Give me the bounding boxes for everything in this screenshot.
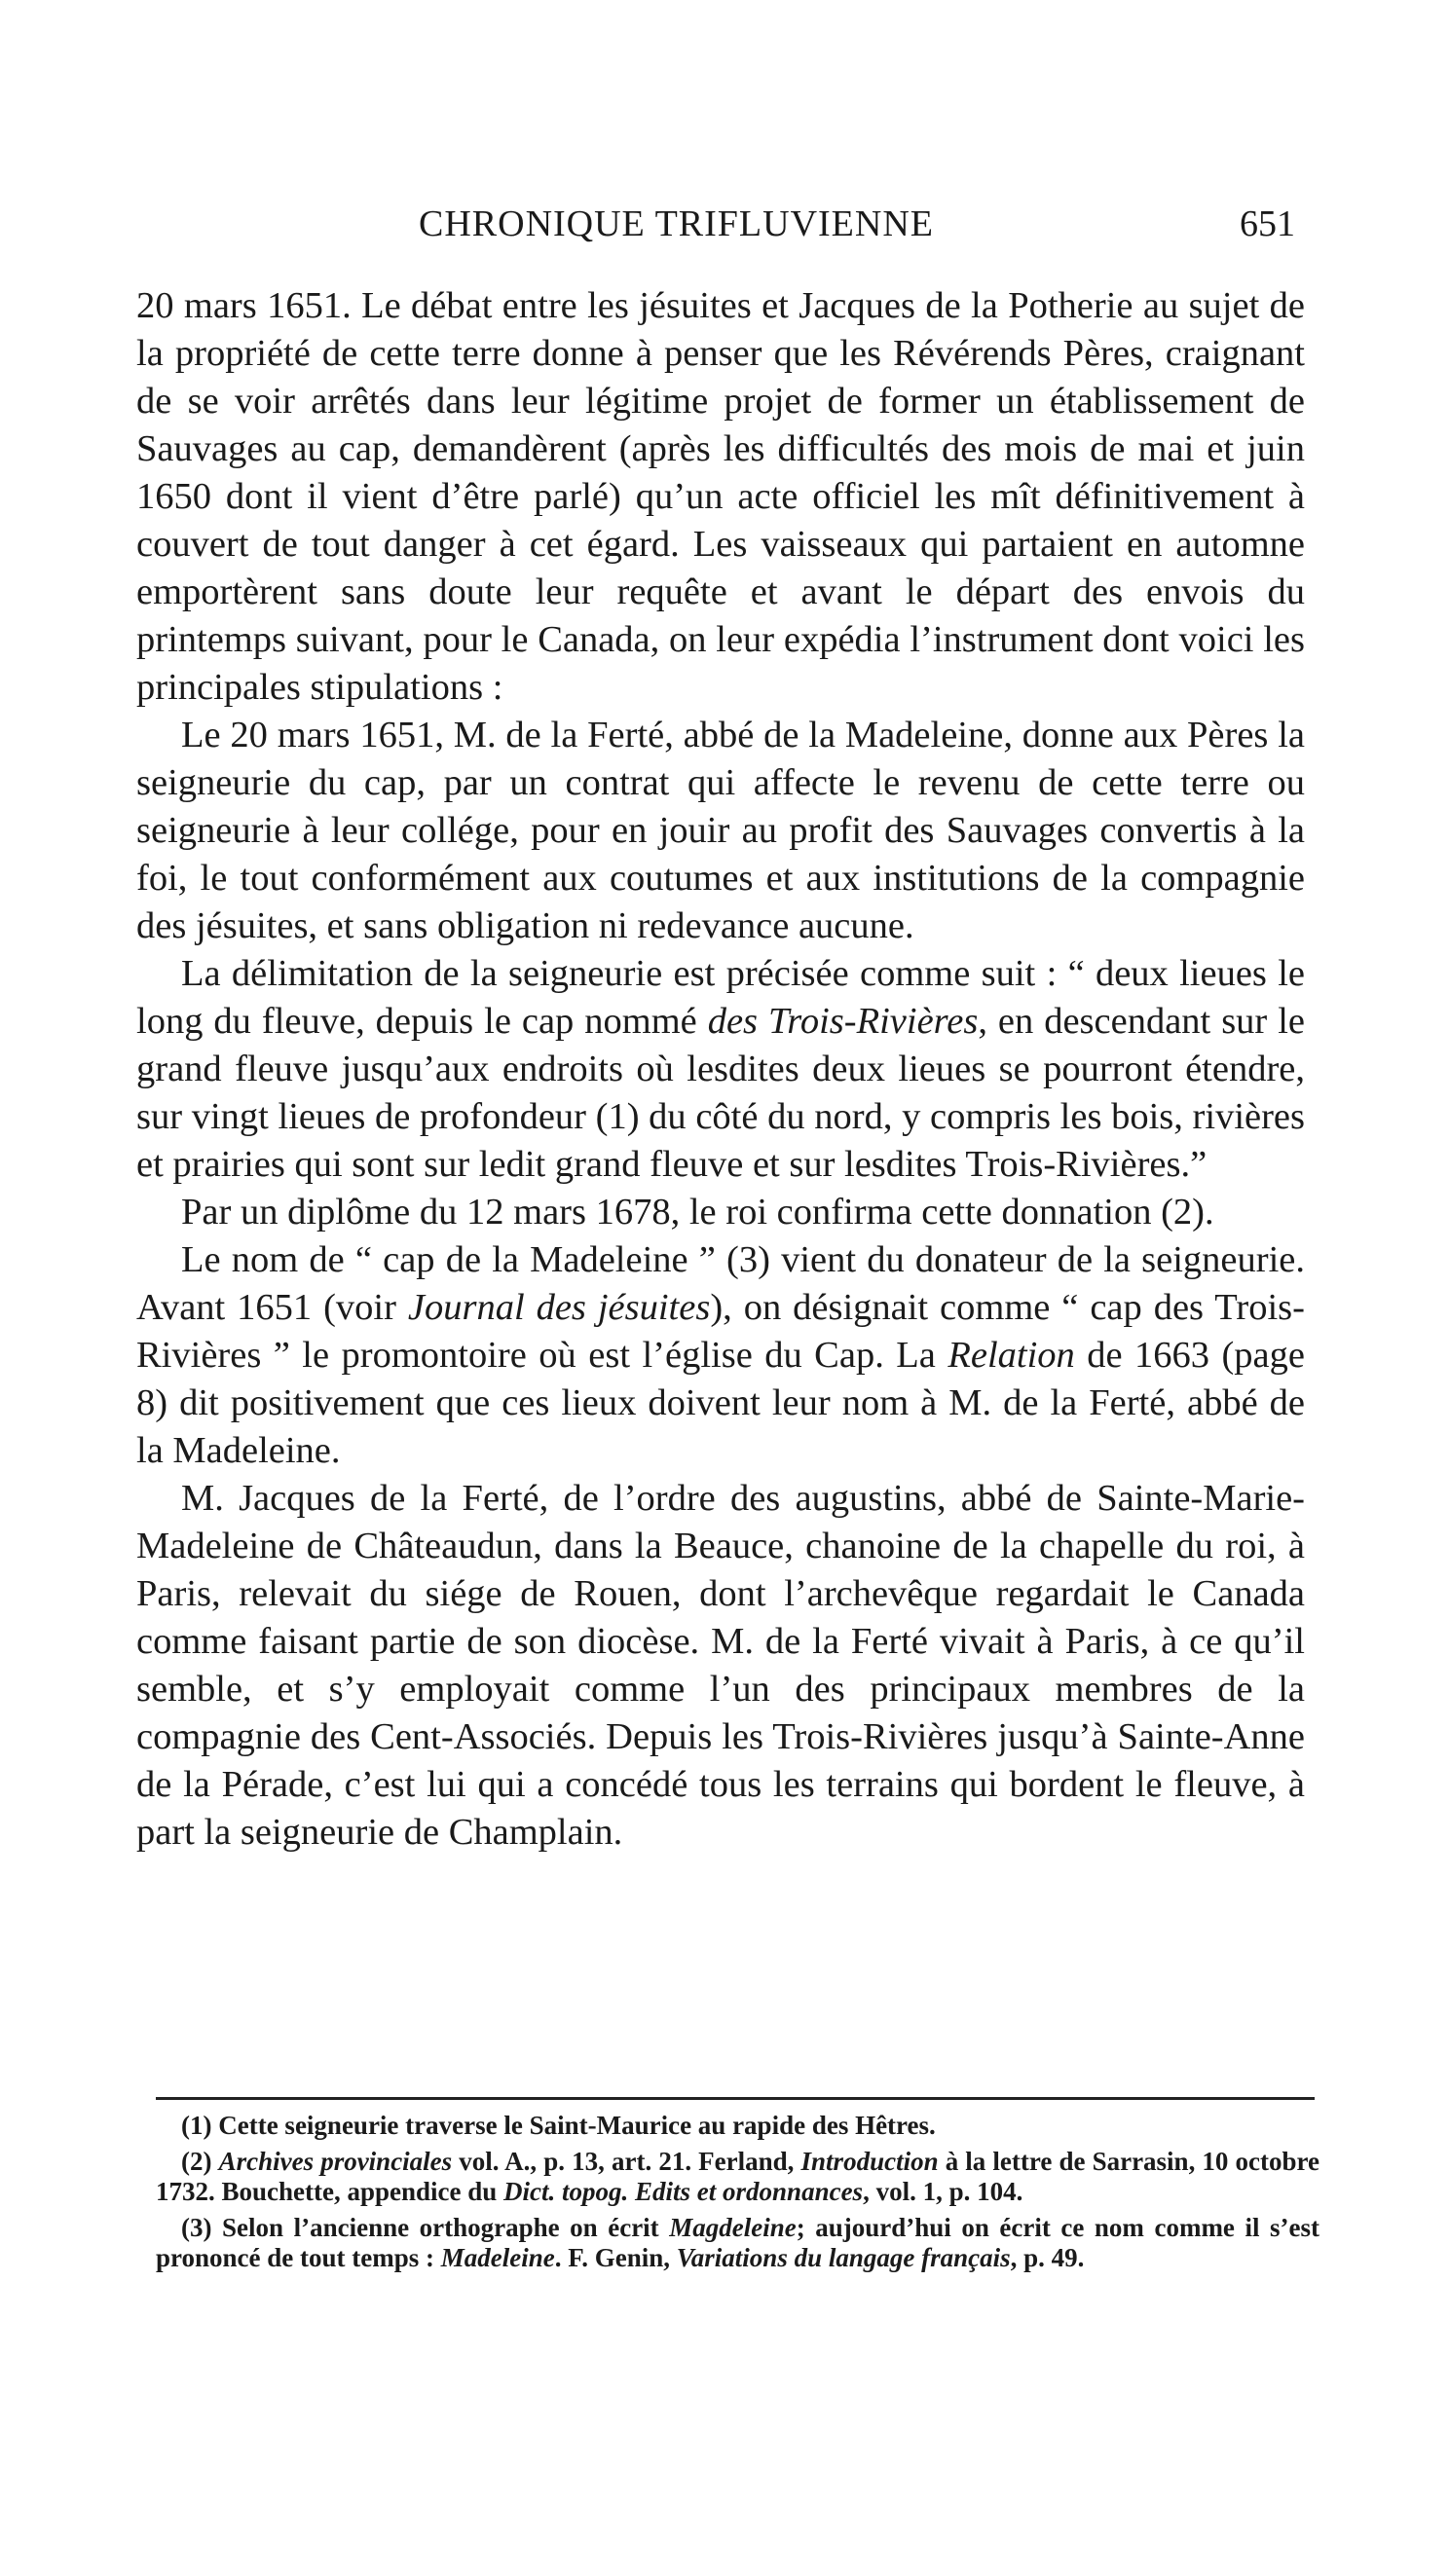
text-run: (3) Selon l’ancienne orthographe on écrit <box>181 2213 670 2242</box>
italic-text: Relation <box>947 1335 1075 1376</box>
text-run: . F. Genin, <box>554 2243 677 2272</box>
text-run: , p. 49. <box>1010 2243 1085 2272</box>
text-run: Le 20 mars 1651, M. de la Ferté, abbé de la Madeleine, donne aux Pères la seigneurie du cap, par un contrat qui affecte le revenu de cette terre ou seigneurie à leur collége, pour en jouir au profit des Sauvages convertis à la foi, le tout conformément aux coutumes et aux institutions de la compagnie des jésuites, et sans obligation ni redevance aucune. <box>136 715 1305 946</box>
italic-text: Magdeleine <box>669 2213 797 2242</box>
italic-text: des Trois-Rivières <box>707 1001 979 1042</box>
paragraph <box>136 282 1305 712</box>
paragraph <box>136 1236 1305 1475</box>
italic-text: Dict. topog. <box>503 2177 629 2206</box>
text-run: 20 mars 1651. Le débat entre les jésuites et Jacques de la Potherie au sujet de la propriété de cette terre donne à penser que les Révérends Pères, craignant de se voir arrêtés dans leur légitime projet de former un établissement de Sauvages au cap, demandèrent (après les difficultés des mois de mai et juin 1650 dont il vient d’être parlé) qu’un acte officiel les mît définitivement à couvert de tout danger à cet égard. Les vaisseaux qui partaient en automne emportèrent sans doute leur requête et avant le départ des envois du printemps suivant, pour le Canada, on leur expédia l’instrument dont voici les principales stipulations : <box>136 285 1305 708</box>
text-run: vol. A., p. 13, art. 21. Ferland, <box>452 2147 801 2176</box>
italic-text: Variations du langage français <box>676 2243 1011 2272</box>
footnote <box>156 2111 1319 2141</box>
text-run: (1) Cette seigneurie traverse le Saint-Maurice au rapide des Hêtres. <box>181 2111 936 2140</box>
body-text <box>136 282 1305 1857</box>
italic-text: Introduction <box>800 2147 939 2176</box>
footnotes <box>156 2111 1319 2279</box>
paragraph <box>136 712 1305 950</box>
text-run: (2) <box>181 2147 219 2176</box>
text-run: , en descendant sur le grand fleuve jusqu’aux endroits où lesdites deux lieues se pourront étendre, sur vingt lieues de profondeur (1) du côté du nord, y compris les bois, rivières et prairies qui sont sur ledit grand fleuve et sur lesdites Trois-Rivières.” <box>136 1001 1305 1185</box>
paragraph <box>136 950 1305 1189</box>
text-run: Par un diplôme du 12 mars 1678, le roi confirma cette donnation (2). <box>181 1192 1214 1233</box>
text-run: ; aujourd’hui on écrit ce nom comme il s’est prononcé de tout temps : <box>156 2213 1319 2272</box>
footnote-rule <box>156 2097 1315 2100</box>
italic-text: Edits et ordonnances <box>635 2177 864 2206</box>
text-run: de 1663 (page 8) dit positivement que ces lieux doivent leur nom à M. de la Ferté, abbé de la Madeleine. <box>136 1335 1305 1471</box>
running-title: CHRONIQUE TRIFLUVIENNE <box>419 203 934 244</box>
footnote <box>156 2213 1319 2273</box>
text-run: La délimitation de la seigneurie est précisée comme suit : “ deux lieues le long du fleuve, depuis le cap nommé <box>136 953 1305 1042</box>
paragraph <box>136 1189 1305 1236</box>
text-run: Le nom de “ cap de la Madeleine ” (3) vient du donateur de la seigneurie. Avant 1651 (voir <box>136 1239 1305 1328</box>
italic-text: Archives provinciales <box>218 2147 453 2176</box>
text-run: à la lettre de Sarrasin, 10 octobre 1732. Bouchette, appendice du <box>156 2147 1320 2206</box>
page-header <box>419 202 1295 261</box>
footnote <box>156 2147 1319 2207</box>
text-run: , vol. 1, p. 104. <box>863 2177 1023 2206</box>
paragraph <box>136 1475 1305 1857</box>
italic-text: Journal des jésuites <box>407 1287 711 1328</box>
italic-text: Madeleine <box>440 2243 555 2272</box>
text-run: M. Jacques de la Ferté, de l’ordre des augustins, abbé de Sainte-Marie-Madeleine de Châteaudun, dans la Beauce, chanoine de la chapelle du roi, à Paris, relevait du siége de Rouen, dont l’archevêque regardait le Canada comme faisant partie de son diocèse. M. de la Ferté vivait à Paris, à ce qu’il semble, et s’y employait comme l’un des principaux membres de la compagnie des Cent-Associés. Depuis les Trois-Rivières jusqu’à Sainte-Anne de la Pérade, c’est lui qui a concédé tous les terrains qui bordent le fleuve, à part la seigneurie de Champlain. <box>136 1478 1305 1853</box>
page-number: 651 <box>1240 203 1295 244</box>
text-run: ), on désignait comme “ cap des Trois-Rivières ” le promontoire où est l’église du Cap. La <box>136 1287 1305 1376</box>
